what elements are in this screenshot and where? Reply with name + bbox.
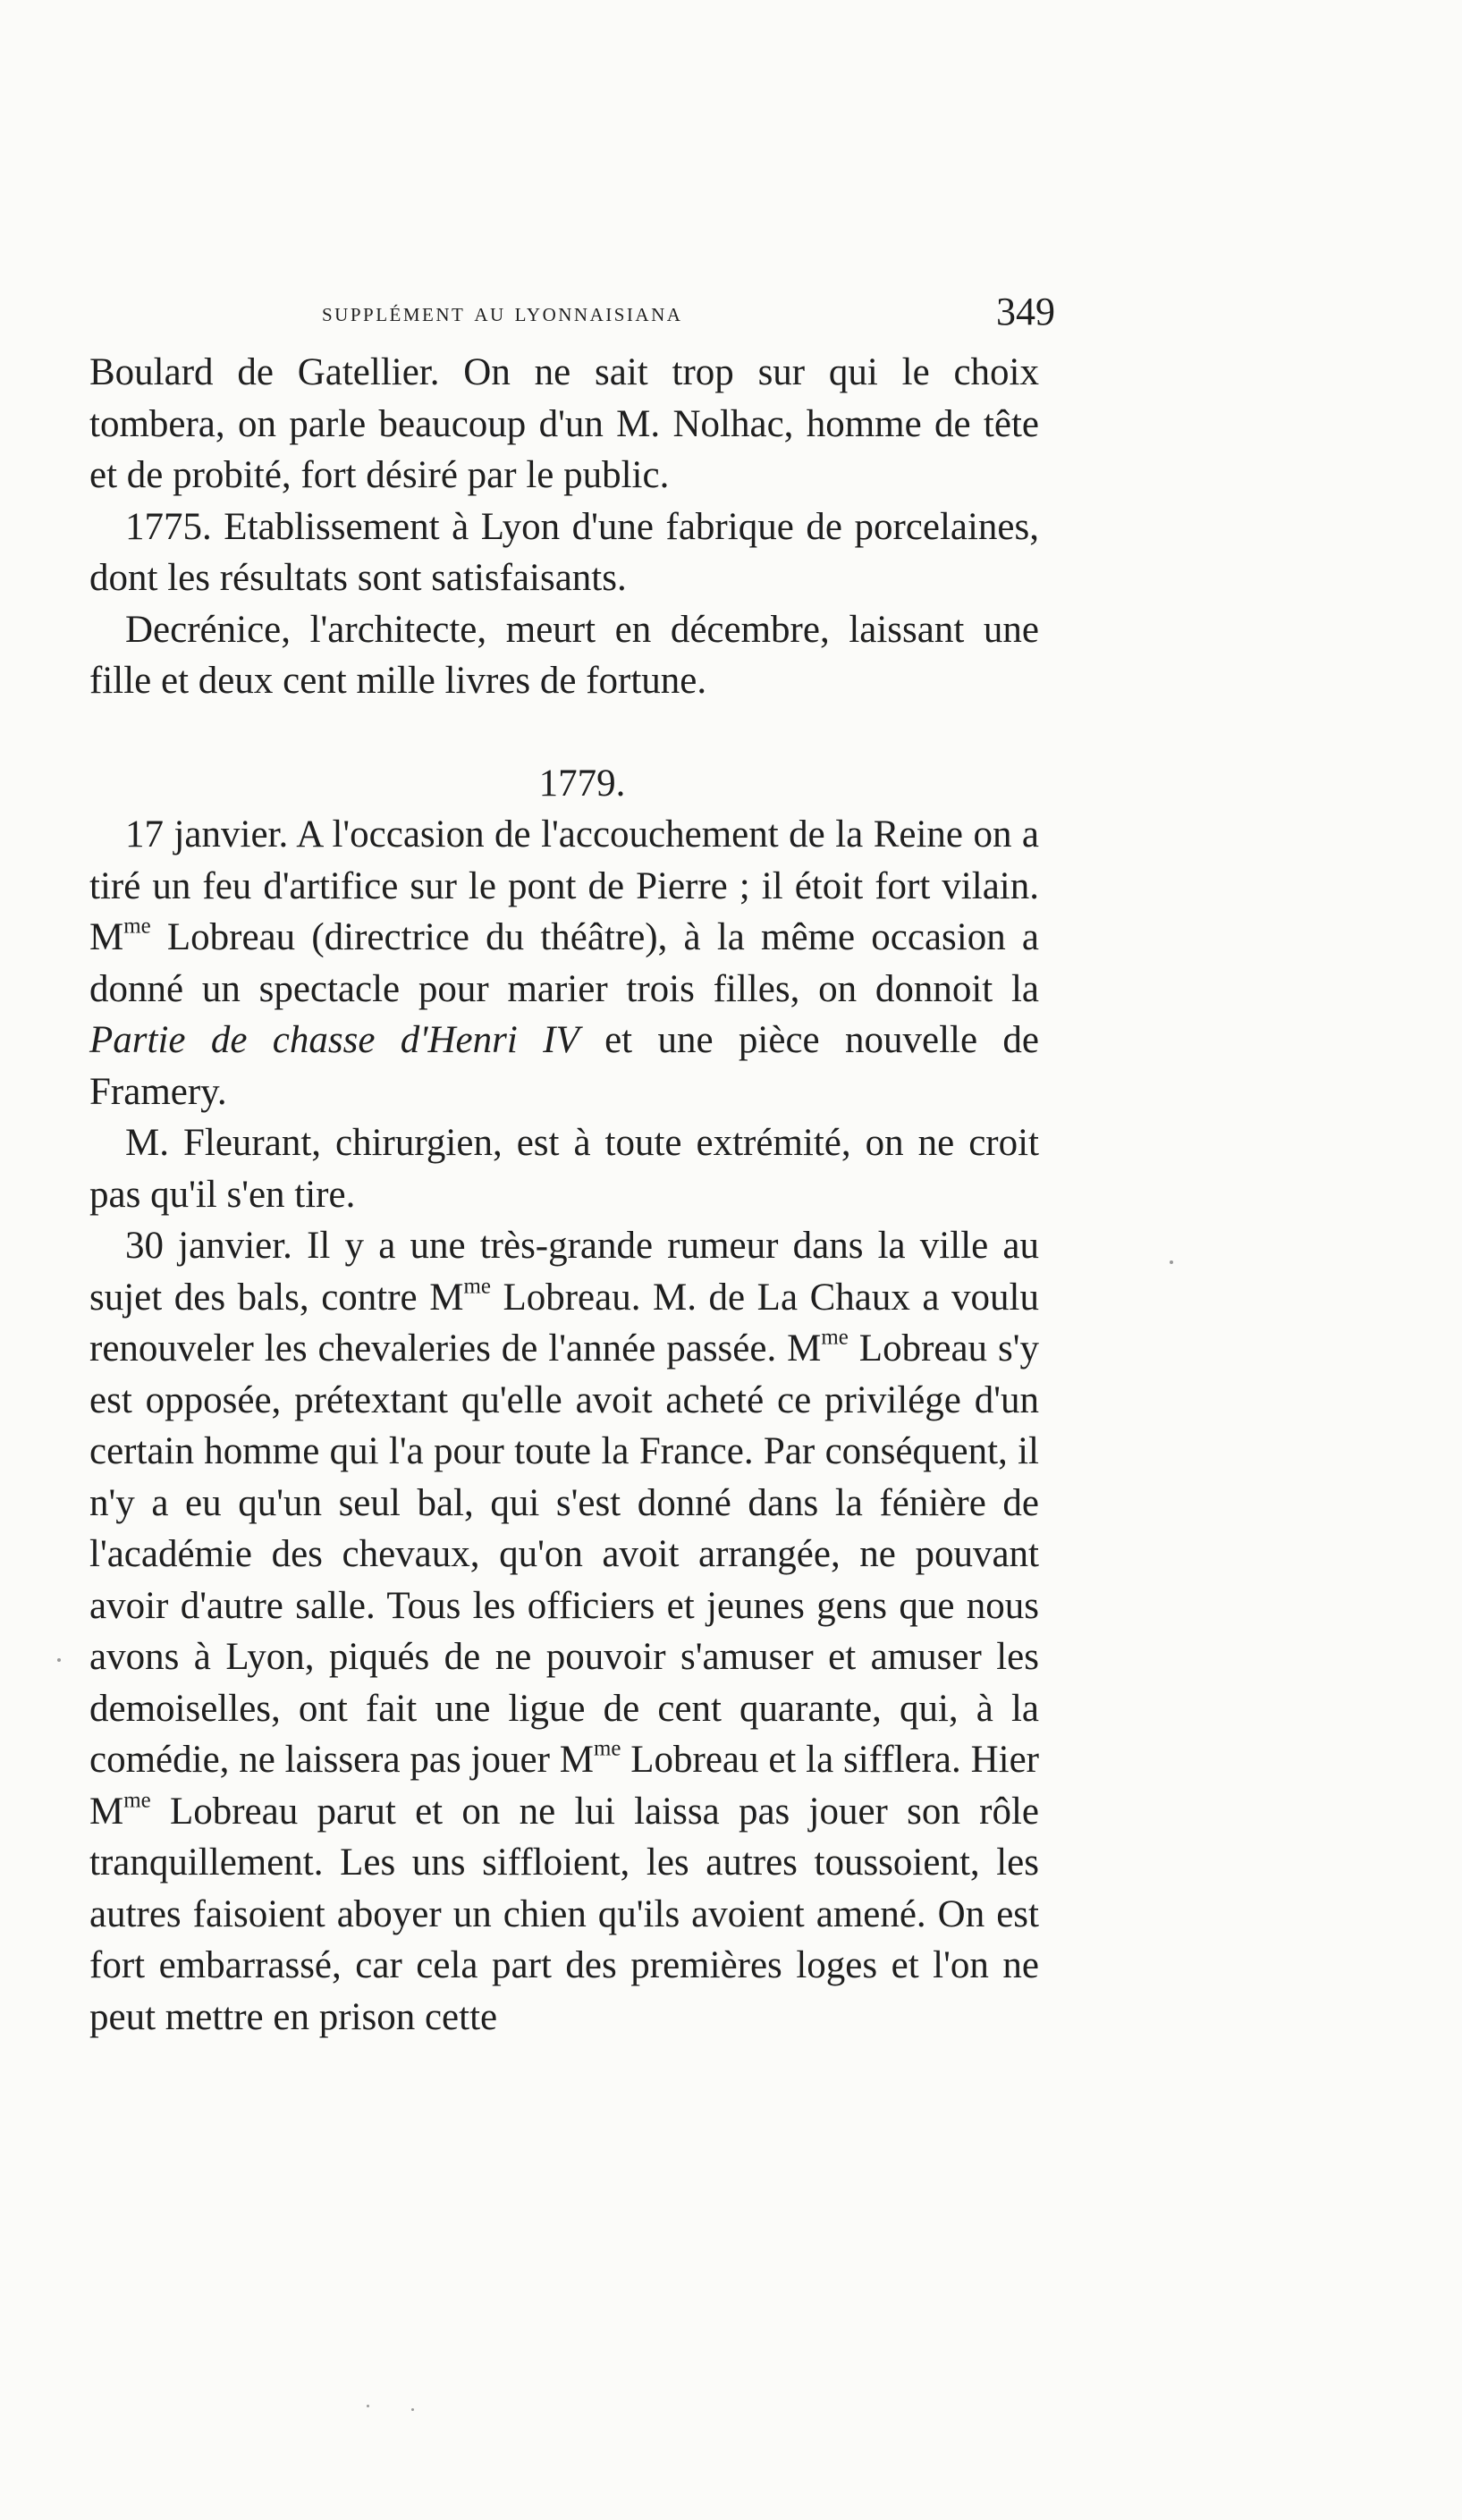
paragraph-17-janvier	[89, 809, 1039, 1117]
running-head	[322, 290, 1055, 340]
superscript: me	[123, 914, 151, 939]
paragraph-fleurant: M. Fleurant, chirurgien, est à toute extrémité, on ne croit pas qu'il s'en tire.	[89, 1122, 1039, 1216]
paragraph-30-janvier	[89, 1220, 1039, 2043]
superscript: me	[821, 1325, 849, 1350]
paper-speck	[411, 2408, 414, 2411]
paper-speck	[1170, 1260, 1173, 1264]
paper-speck	[367, 2405, 369, 2407]
play-title: Partie de chasse d'Henri IV	[89, 1019, 579, 1061]
body-text	[89, 347, 1039, 2043]
paragraph-1775: 1775. Etablissement à Lyon d'une fabrique de porcelaines, dont les résultats sont satisfaisants.	[89, 505, 1039, 599]
paper-speck	[57, 1658, 61, 1662]
text-run: Lobreau parut et on ne lui laissa pas jouer son rôle tranquillement. Les uns siffloient, les autres toussoient, les autres faisoient aboyer un chien qu'ils avoient amené. On est fort embarrassé, car cela part des premières loges et l'on ne peut mettre en prison cette	[89, 1790, 1039, 2038]
text-run: et une pièce nouvelle de Framery.	[89, 1019, 1039, 1113]
page-number: 349	[996, 290, 1055, 333]
text-run: Lobreau s'y est opposée, prétextant qu'elle avoit acheté ce privilége d'un certain homme qui l'a pour toute la France. Par conséquent, il n'y a eu qu'un seul bal, qui s'est donné dans la fénière de l'académie des chevaux, qu'on avoit arrangée, ne pouvant avoir d'autre salle. Tous les officiers et jeunes gens que nous avons à Lyon, piqués de ne pouvoir s'amuser et amuser les demoiselles, ont fait une ligue de cent quarante, qui, à la comédie, ne laissera pas jouer M	[89, 1327, 1039, 1781]
superscript: me	[463, 1273, 491, 1298]
superscript: me	[593, 1736, 621, 1761]
text-run: Lobreau et la sifflera. Hier M	[89, 1739, 1039, 1833]
text-run: 17 janvier. A l'occasion de l'accouchement de la Reine on a tiré un feu d'artifice sur le pont de Pierre ; il étoit fort vilain. M	[89, 813, 1039, 958]
paragraph-decrenice: Decrénice, l'architecte, meurt en décembre, laissant une fille et deux cent mille livres de fortune.	[89, 608, 1039, 702]
superscript: me	[123, 1787, 151, 1812]
text-run: Lobreau (directrice du théâtre), à la même occasion a donné un spectacle pour marier trois filles, on donnoit la	[89, 916, 1039, 1010]
running-title: supplément au lyonnaisiana	[322, 298, 683, 327]
paragraph-continuation: Boulard de Gatellier. On ne sait trop sur qui le choix tombera, on parle beaucoup d'un M. Nolhac, homme de tête et de probité, fort désiré par le public.	[89, 351, 1039, 496]
text-run: Lobreau. M. de La Chaux a voulu renouveler les chevaleries de l'année passée. M	[89, 1276, 1039, 1370]
text-run: 30 janvier. Il y a une très-grande rumeur dans la ville au sujet des bals, contre M	[89, 1225, 1039, 1319]
year-heading: 1779.	[538, 762, 626, 805]
